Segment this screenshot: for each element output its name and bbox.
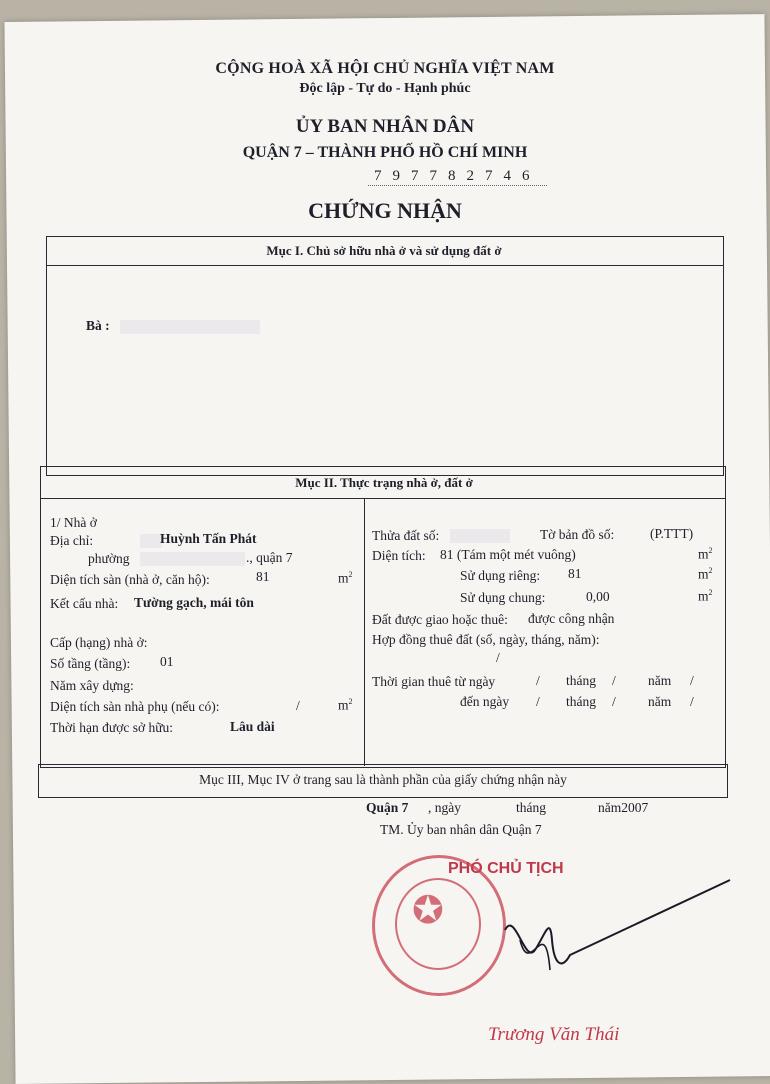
lease-from-year-label: năm bbox=[648, 673, 672, 688]
lease-to-month: / bbox=[612, 694, 616, 709]
section2-title: Mục II. Thực trạng nhà ở, đất ở bbox=[295, 475, 473, 490]
house-heading: 1/ Nhà ở bbox=[50, 515, 97, 530]
authority-district: QUẬN 7 – THÀNH PHỐ HỒ CHÍ MINH bbox=[242, 144, 528, 161]
owner-label: Bà : bbox=[86, 318, 110, 333]
floors-label: Số tầng (tầng): bbox=[50, 656, 131, 671]
land-area-label: Diện tích: bbox=[372, 548, 426, 563]
private-use-value: 81 bbox=[568, 566, 582, 581]
lease-from-day: / bbox=[536, 673, 540, 688]
floor-area-unit: $m^2$ bbox=[338, 570, 353, 586]
sign-year-label: năm2007 bbox=[598, 800, 649, 815]
lease-contract-label: Hợp đồng thuê đất (số, ngày, tháng, năm): bbox=[372, 632, 600, 647]
section2-title-divider bbox=[40, 498, 726, 499]
section3-note: Mục III, Mục IV ở trang sau là thành phần của giấy chứng nhận này bbox=[199, 772, 567, 787]
sign-month-label: tháng bbox=[516, 800, 546, 815]
aux-area-label: Diện tích sàn nhà phụ (nếu có): bbox=[50, 699, 220, 714]
floors-value: 01 bbox=[160, 654, 174, 669]
lease-from-label: Thời gian thuê từ ngày bbox=[372, 674, 496, 689]
plot-number-redacted bbox=[450, 529, 510, 543]
private-use-label: Sử dụng riêng: bbox=[460, 568, 541, 583]
lease-to-month-label: tháng bbox=[566, 694, 596, 709]
lease-from-month-label: tháng bbox=[566, 673, 596, 688]
shared-use-unit: $m^2$ bbox=[698, 588, 713, 604]
shared-use-label: Sử dụng chung: bbox=[460, 590, 546, 605]
structure-label: Kết cấu nhà: bbox=[50, 596, 119, 611]
ward-name-redacted bbox=[140, 552, 245, 566]
structure-value: Tường gạch, mái tôn bbox=[134, 595, 254, 610]
floor-area-label: Diện tích sàn (nhà ở, căn hộ): bbox=[50, 572, 210, 587]
ownership-term-value: Lâu dài bbox=[230, 719, 275, 734]
sign-place: Quận 7 bbox=[366, 800, 409, 815]
lease-to-label: đến ngày bbox=[460, 694, 510, 709]
year-built-label: Năm xây dựng: bbox=[50, 678, 134, 693]
seal-star-icon: ✪ bbox=[412, 890, 444, 932]
floor-area-value: 81 bbox=[256, 569, 270, 584]
private-use-unit: $m^2$ bbox=[698, 566, 713, 582]
authority-title: ỦY BAN NHÂN DÂN bbox=[295, 116, 475, 137]
sign-day-label: , ngày bbox=[428, 800, 461, 815]
lease-contract-value: / bbox=[496, 650, 500, 665]
lease-to-day: / bbox=[536, 694, 540, 709]
allocation-value: được công nhận bbox=[528, 611, 615, 626]
land-area-value: 81 (Tám một mét vuông) bbox=[440, 547, 576, 562]
ward-label: phường bbox=[88, 551, 130, 566]
official-seal bbox=[372, 855, 506, 996]
ownership-term-label: Thời hạn được sở hữu: bbox=[50, 720, 174, 735]
aux-area-unit: $m^2$ bbox=[338, 697, 353, 713]
map-sheet-label: Tờ bản đồ số: bbox=[540, 527, 615, 542]
plot-number-label: Thửa đất số: bbox=[372, 528, 440, 543]
national-title: CỘNG HOÀ XÃ HỘI CHỦ NGHĨA VIỆT NAM bbox=[215, 60, 555, 77]
grade-label: Cấp (hạng) nhà ở: bbox=[50, 635, 148, 650]
shared-use-value: 0,00 bbox=[586, 589, 610, 604]
address-number-redacted bbox=[140, 534, 162, 548]
land-area-unit: $m^2$ bbox=[698, 546, 713, 562]
certificate-title: CHỨNG NHẬN bbox=[308, 198, 462, 223]
lease-to-year-label: năm bbox=[648, 694, 672, 709]
address-street: Huỳnh Tấn Phát bbox=[160, 531, 257, 546]
lease-from-year: / bbox=[690, 673, 694, 688]
section1-box bbox=[46, 236, 724, 476]
owner-name-redacted bbox=[120, 320, 260, 334]
serial-number: 797782746 bbox=[368, 168, 547, 186]
section2-column-divider bbox=[364, 498, 365, 766]
aux-area-value: / bbox=[296, 698, 300, 713]
section1-title: Mục I. Chủ sở hữu nhà ở và sử dụng đất ở bbox=[266, 243, 502, 258]
allocation-label: Đất được giao hoặc thuê: bbox=[372, 612, 508, 627]
address-label: Địa chỉ: bbox=[50, 533, 94, 548]
section1-title-divider bbox=[46, 265, 724, 266]
national-motto: Độc lập - Tự do - Hạnh phúc bbox=[299, 81, 471, 96]
signer-position: PHÓ CHỦ TỊCH bbox=[448, 860, 564, 877]
handwritten-signature bbox=[490, 870, 740, 1000]
map-sheet-value: (P.TTT) bbox=[650, 526, 694, 541]
ward-suffix: ., quận 7 bbox=[246, 550, 293, 565]
lease-to-year: / bbox=[690, 694, 694, 709]
signer-name: Trương Văn Thái bbox=[488, 1024, 620, 1045]
on-behalf-line: TM. Ủy ban nhân dân Quận 7 bbox=[380, 822, 542, 837]
lease-from-month: / bbox=[612, 673, 616, 688]
